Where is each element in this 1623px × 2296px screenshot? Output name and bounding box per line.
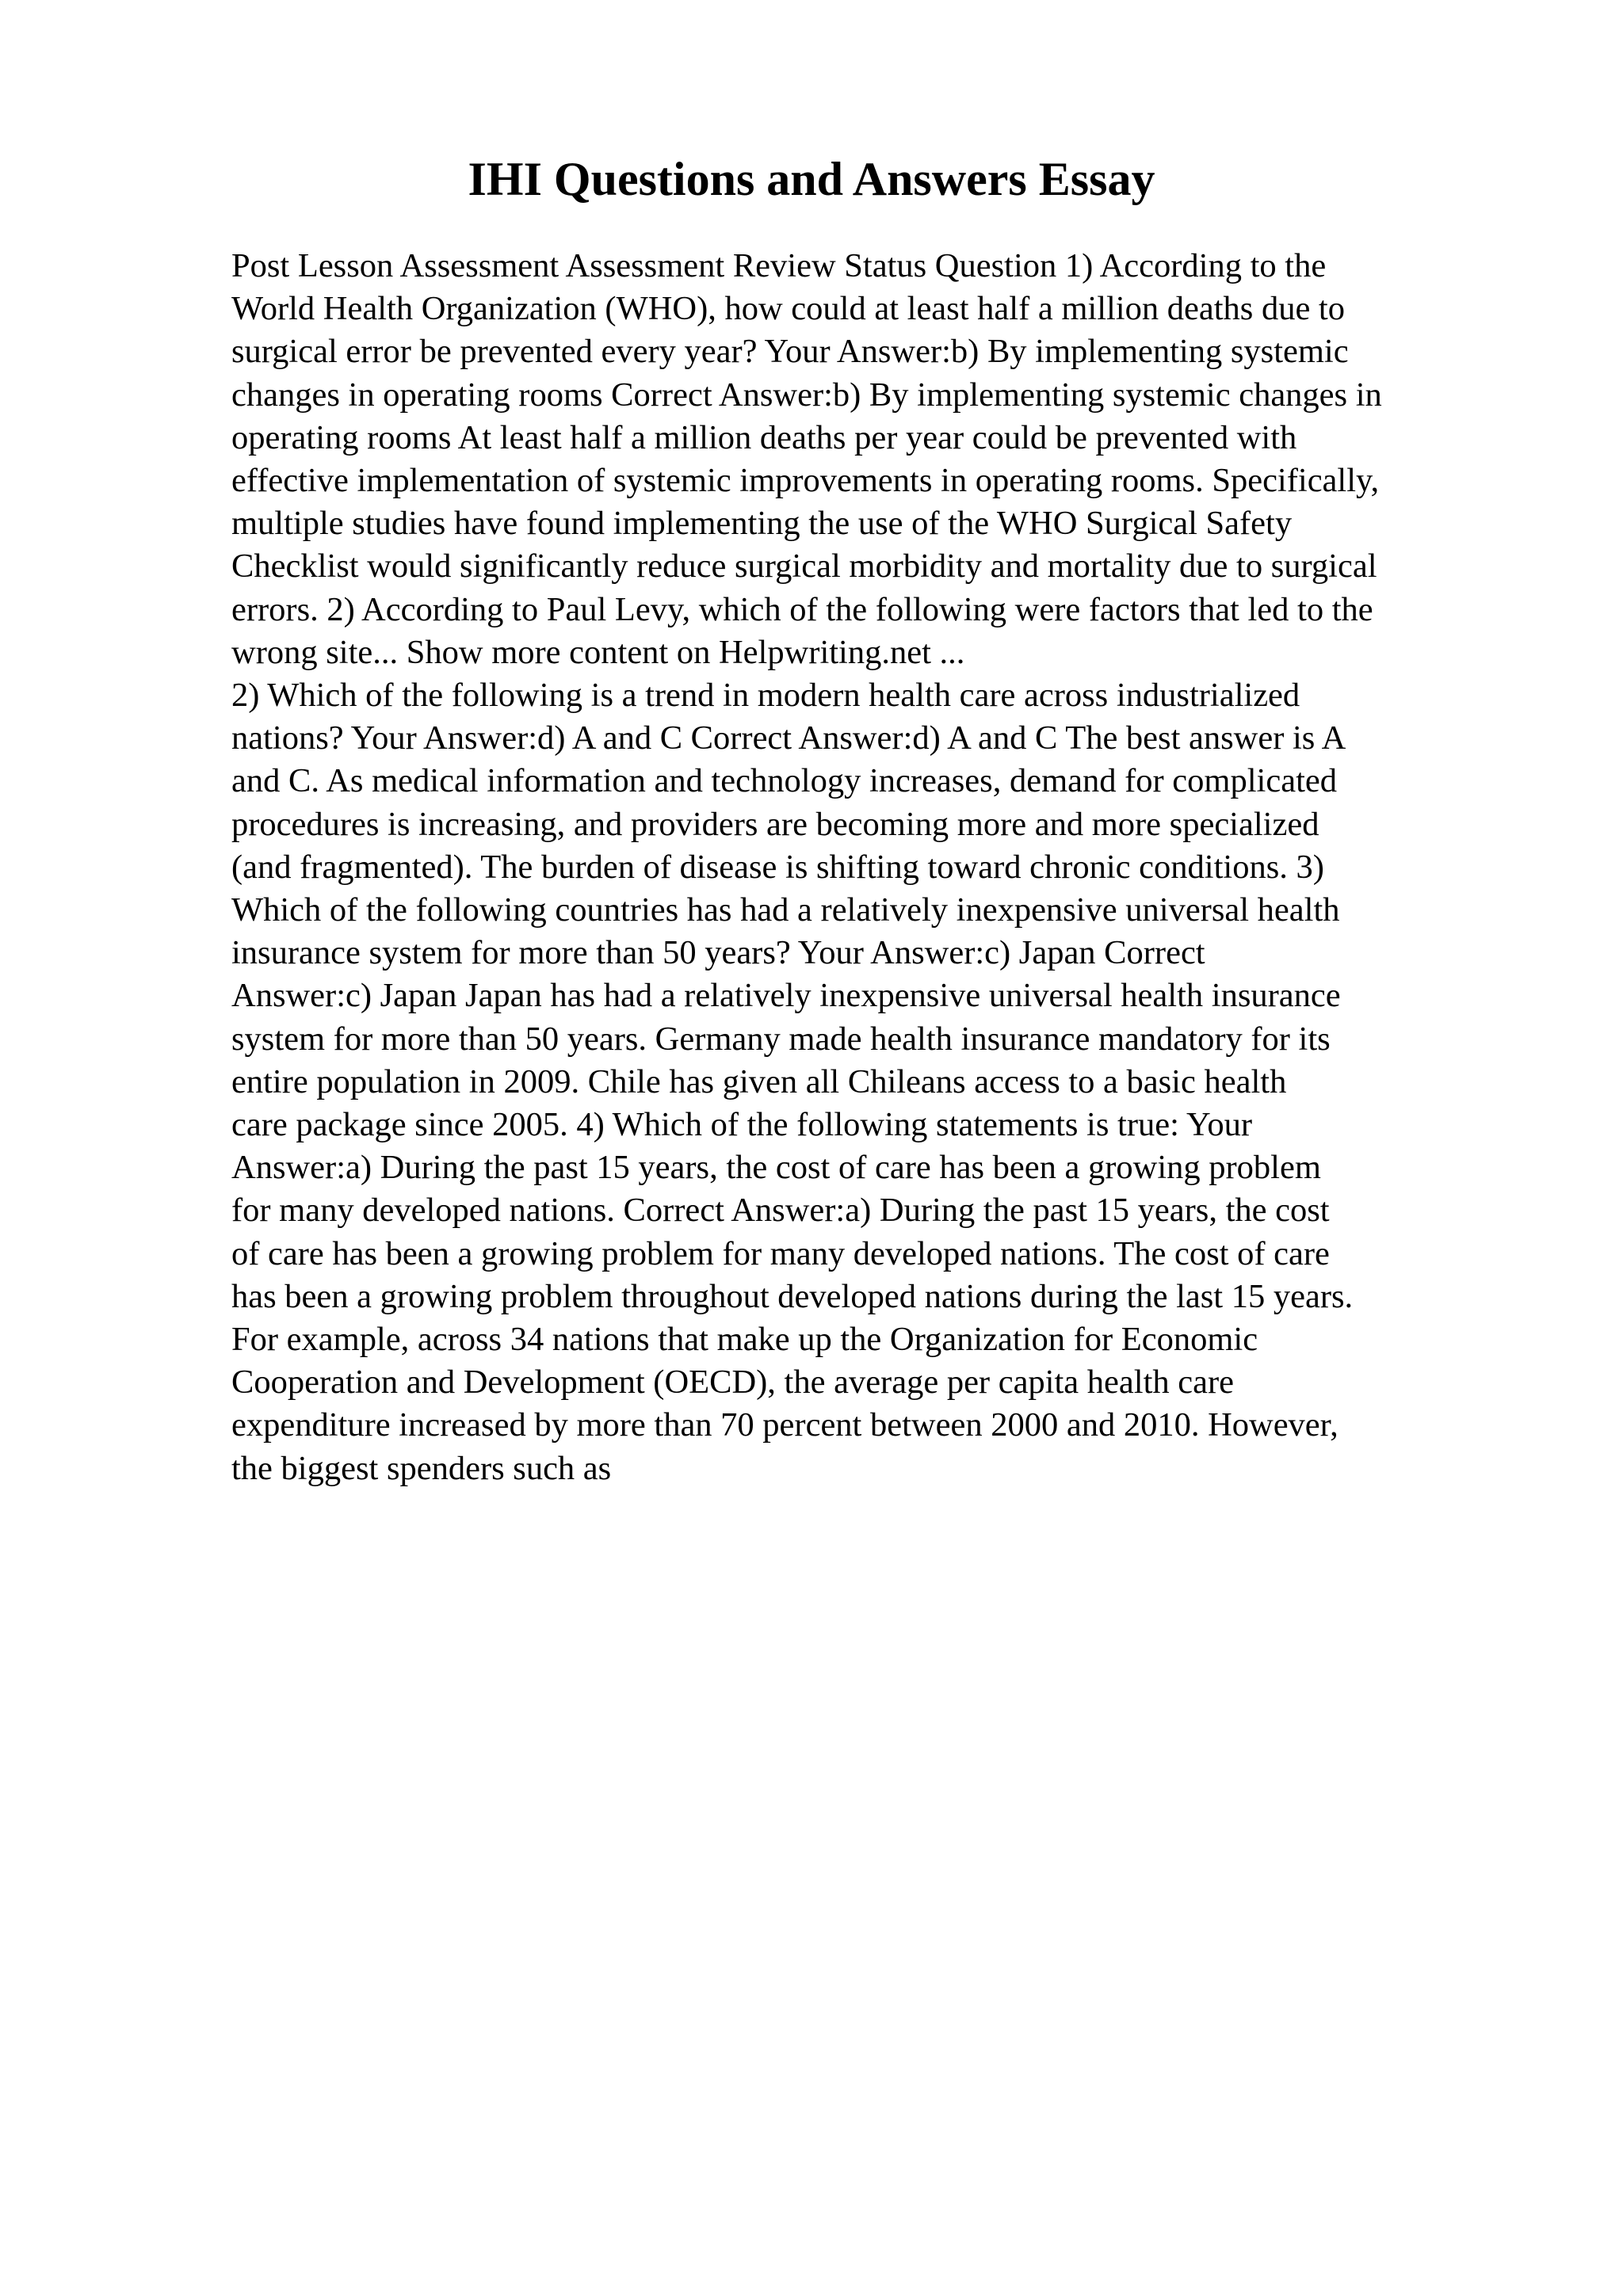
body-line: wrong site... Show more content on Helpwriting.net ... <box>231 633 965 671</box>
body-line: effective implementation of systemic improvements in operating rooms. Specifically, <box>231 462 1380 500</box>
body-line: multiple studies have found implementing the use of the WHO Surgical Safety <box>231 505 1293 543</box>
body-line: Answer:c) Japan Japan has had a relatively inexpensive universal health insurance <box>231 977 1341 1015</box>
body-line: changes in operating rooms Correct Answer:b) By implementing systemic changes in <box>231 376 1382 414</box>
body-line: expenditure increased by more than 70 percent between 2000 and 2010. However, <box>231 1406 1338 1444</box>
body-line: (and fragmented). The burden of disease is shifting toward chronic conditions. 3) <box>231 848 1324 886</box>
document-body <box>231 245 1499 1490</box>
body-line: 2) Which of the following is a trend in modern health care across industrialized <box>231 677 1300 715</box>
body-line: of care has been a growing problem for many developed nations. The cost of care <box>231 1234 1330 1272</box>
body-line: Post Lesson Assessment Assessment Review Status Question 1) According to the <box>231 247 1327 284</box>
body-line: operating rooms At least half a million deaths per year could be prevented with <box>231 418 1297 456</box>
body-line: insurance system for more than 50 years? Your Answer:c) Japan Correct <box>231 934 1205 972</box>
body-line: procedures is increasing, and providers are becoming more and more specialized <box>231 805 1319 843</box>
body-line: the biggest spenders such as <box>231 1449 612 1487</box>
body-line: care package since 2005. 4) Which of the following statements is true: Your <box>231 1106 1253 1144</box>
body-line: surgical error be prevented every year? Your Answer:b) By implementing systemic <box>231 333 1349 371</box>
body-line: and C. As medical information and technology increases, demand for complicated <box>231 762 1337 800</box>
body-line: errors. 2) According to Paul Levy, which of the following were factors that led to the <box>231 590 1373 628</box>
body-line: system for more than 50 years. Germany made health insurance mandatory for its <box>231 1020 1331 1058</box>
body-line: for many developed nations. Correct Answer:a) During the past 15 years, the cost <box>231 1192 1330 1230</box>
body-line: nations? Your Answer:d) A and C Correct Answer:d) A and C The best answer is A <box>231 719 1346 757</box>
body-line: For example, across 34 nations that make up the Organization for Economic <box>231 1321 1258 1359</box>
body-line: World Health Organization (WHO), how could at least half a million deaths due to <box>231 290 1345 328</box>
body-line: entire population in 2009. Chile has given all Chileans access to a basic health <box>231 1062 1287 1100</box>
body-line: Cooperation and Development (OECD), the average per capita health care <box>231 1363 1234 1402</box>
body-line: has been a growing problem throughout developed nations during the last 15 years. <box>231 1277 1354 1315</box>
body-line: Which of the following countries has had a relatively inexpensive universal health <box>231 891 1340 929</box>
body-line: Answer:a) During the past 15 years, the cost of care has been a growing problem <box>231 1149 1321 1187</box>
body-line: Checklist would significantly reduce surgical morbidity and mortality due to surgical <box>231 547 1377 585</box>
document-title: IHI Questions and Answers Essay <box>468 153 1155 205</box>
